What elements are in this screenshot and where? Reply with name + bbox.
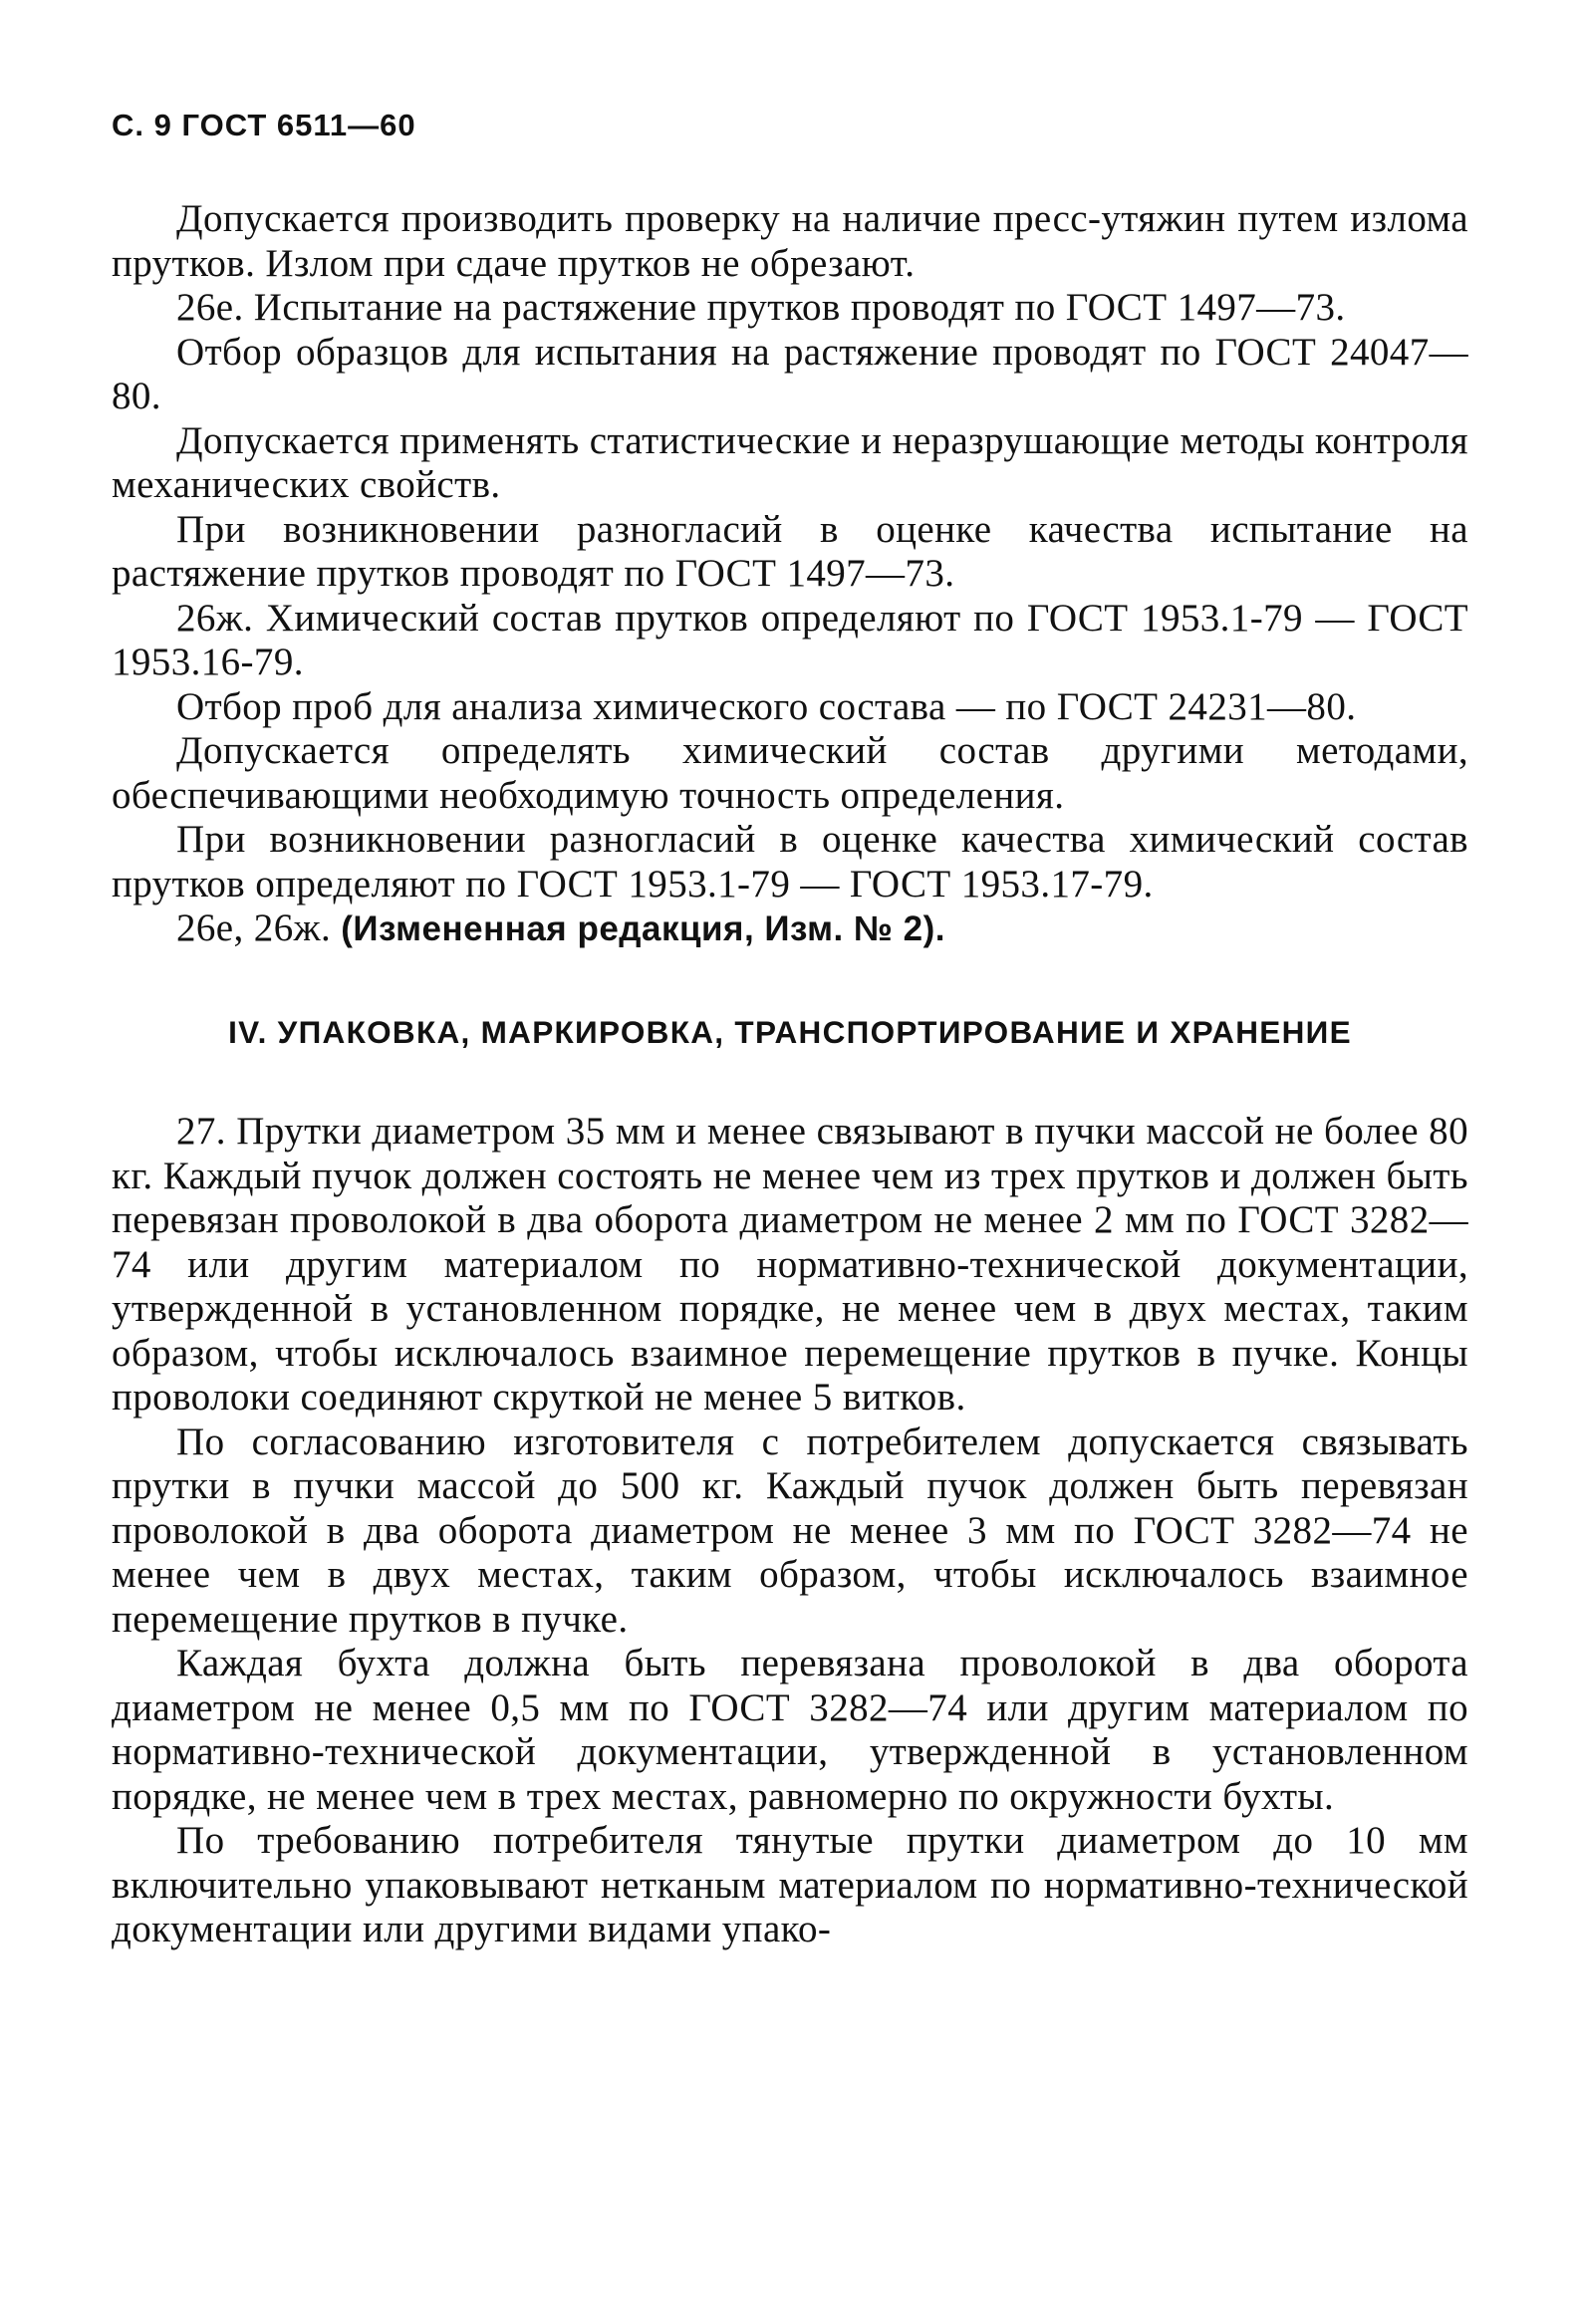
- amendment-bold: (Измененная редакция, Изм. № 2).: [341, 909, 946, 948]
- paragraph: Допускается применять статистические и неразрушающие методы контроля механических свойств.: [112, 418, 1468, 506]
- amendment-note: [112, 906, 1468, 952]
- paragraph: Отбор образцов для испытания на растяжение проводят по ГОСТ 24047—80.: [112, 330, 1468, 417]
- paragraph: При возникновении разногласий в оценке качества испытание на растяжение прутков проводят по ГОСТ 1497—73.: [112, 507, 1468, 595]
- section-title: IV. УПАКОВКА, МАРКИРОВКА, ТРАНСПОРТИРОВАНИЕ И ХРАНЕНИЕ: [228, 1013, 1352, 1050]
- paragraph: Отбор проб для анализа химического состава — по ГОСТ 24231—80.: [176, 684, 1357, 728]
- paragraph: Каждая бухта должна быть перевязана проволокой в два оборота диаметром не менее 0,5 мм по ГОСТ 3282—74 или другим материалом по нормативно-технической документации, утвержденной в установленном порядке, не менее чем в трех местах, равномерно по окружности бухты.: [112, 1642, 1468, 1818]
- document-body: [112, 197, 1468, 1952]
- paragraph: Допускается определять химический состав другими методами, обеспечивающими необходимую точность определения.: [112, 729, 1468, 817]
- page-header: С. 9 ГОСТ 6511—60: [112, 108, 416, 142]
- paragraph: По согласованию изготовителя с потребителем допускается связывать прутки в пучки массой до 500 кг. Каждый пучок должен быть перевязан проволокой в два оборота диаметром не менее 3 мм по ГОСТ 3282—74 не менее чем в двух местах, таким образом, чтобы исключалось взаимное перемещение прутков в пучке.: [112, 1420, 1468, 1641]
- paragraph: 26ж. Химический состав прутков определяют по ГОСТ 1953.1-79 — ГОСТ 1953.16-79.: [112, 596, 1468, 683]
- paragraph: Допускается производить проверку на наличие пресс-утяжин путем излома прутков. Излом при сдаче прутков не обрезают.: [112, 197, 1468, 285]
- paragraph: 27. Прутки диаметром 35 мм и менее связывают в пучки массой не более 80 кг. Каждый пучок должен состоять не менее чем из трех прутков и должен быть перевязан проволокой в два оборота диаметром не менее 2 мм по ГОСТ 3282—74 или другим материалом по нормативно-технической документации, утвержденной в установленном порядке, не менее чем в двух местах, таким образом, чтобы исключалось взаимное перемещение прутков в пучке. Концы проволоки соединяют скруткой не менее 5 витков.: [112, 1110, 1468, 1419]
- paragraph: При возникновении разногласий в оценке качества химический состав прутков определяют по ГОСТ 1953.1-79 — ГОСТ 1953.17-79.: [112, 818, 1468, 905]
- paragraph: По требованию потребителя тянутые прутки диаметром до 10 мм включительно упаковывают нетканым материалом по нормативно-технической документации или другими видами упако-: [112, 1819, 1468, 1950]
- paragraph: 26е. Испытание на растяжение прутков проводят по ГОСТ 1497—73.: [176, 286, 1346, 329]
- amendment-prefix: 26е, 26ж.: [176, 906, 342, 949]
